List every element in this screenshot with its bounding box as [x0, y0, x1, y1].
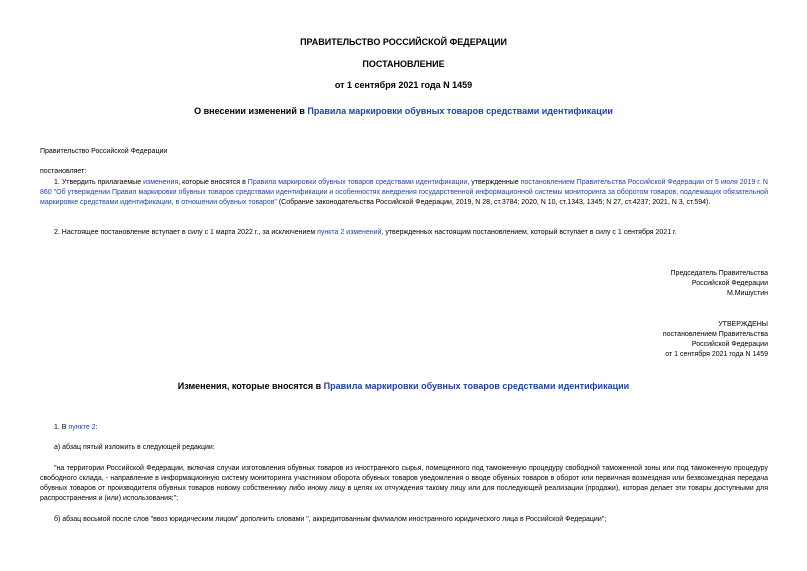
item1-point-2-link[interactable]: пункте 2 — [68, 424, 96, 431]
p1-rules-link[interactable]: Правила маркировки обувных товаров средствами идентификации — [247, 179, 468, 186]
paragraph-1 — [40, 178, 768, 208]
decree-line: постановляет: — [40, 168, 87, 175]
signature-name: М.Мишустин — [726, 290, 768, 297]
title-rules-link[interactable]: Правила маркировки обувных товаров средствами идентификации — [307, 106, 613, 116]
approval-block — [663, 320, 768, 360]
government-heading: ПРАВИТЕЛЬСТВО РОССИЙСКОЙ ФЕДЕРАЦИИ — [300, 37, 507, 47]
p1-decree-860-link[interactable]: постановлением Правительства Российской Федерации от 5 июля 2019 г. N 860 "Об утверждении Правил маркировки обувных товаров средствами идентификации и особенностях внедрения государственной информационной системы мониторинга за оборотом товаров, подлежащих обязательной маркировке средствами идентификации, в отношении обувных товаров" — [40, 179, 768, 206]
title-prefix: О внесении изменений в — [194, 106, 308, 116]
approval-date: от 1 сентября 2021 года N 1459 — [665, 351, 768, 358]
p1-text-d: (Собрание законодательства Российской Федерации, 2019, N 28, ст.3784; 2020, N 10, ст.1343, 1345; N 27, ст.4237; 2021, N 3, ст.594). — [276, 199, 711, 206]
p1-text-a: 1. Утвердить прилагаемые — [54, 179, 144, 186]
p2-text-a: 2. Настоящее постановление вступает в силу с 1 марта 2022 г., за исключением — [54, 229, 318, 236]
p1-text-c: , утвержденные — [467, 179, 521, 186]
change-subitem-b: б) абзац восьмой после слов "ввоз юридическим лицом" дополнить словами ", аккредитованным филиалом иностранного юридического лица в Российской Федерации"; — [54, 516, 607, 523]
changes-title-rules-link[interactable]: Правила маркировки обувных товаров средствами идентификации — [323, 381, 630, 391]
item1-suffix: : — [95, 424, 98, 431]
p2-text-b: , утвержденных настоящим постановлением, который вступает в силу с 1 сентября 2021 г. — [381, 229, 677, 236]
change-quote: "на территории Российской Федерации, включая случаи изготовления обувных товаров из иностранного сырья, помещенного под таможенную процедуру свободной таможенной зоны или под таможенную процедуру свободного склада, - направление в информационную систему мониторинга участником оборота обувных товаров уведомления о вводе обувных товаров в оборот или первичная возмездная или безвозмездная передача обувных товаров от производителя обувных товаров новому собственнику либо иному лицу в целях их отчуждения такому лицу или для последующей реализации (продажи), которая делает эти товары доступными для распространения и (или) использования;"; — [40, 465, 768, 502]
document-type: ПОСТАНОВЛЕНИЕ — [362, 59, 445, 69]
approval-heading: УТВЕРЖДЕНЫ — [718, 321, 768, 328]
signature-block — [671, 269, 768, 299]
government-line: Правительство Российской Федерации — [40, 148, 168, 155]
p1-changes-link[interactable]: изменения — [143, 179, 179, 186]
item1-prefix: 1. В — [54, 424, 69, 431]
approval-country: Российской Федерации — [691, 341, 768, 348]
document-title — [0, 106, 807, 116]
signature-country: Российской Федерации — [691, 280, 768, 287]
approval-by: постановлением Правительства — [662, 331, 768, 338]
changes-title-prefix: Изменения, которые вносятся в — [177, 381, 324, 391]
p2-item-2-link[interactable]: пункта 2 изменений — [317, 229, 382, 236]
document-date: от 1 сентября 2021 года N 1459 — [334, 80, 473, 90]
change-item-1 — [40, 423, 768, 433]
p1-text-b: , которые вносятся в — [178, 179, 248, 186]
change-subitem-a: а) абзац пятый изложить в следующей редакции: — [54, 444, 215, 451]
paragraph-2 — [40, 228, 768, 238]
signature-position: Председатель Правительства — [670, 270, 768, 277]
changes-title — [0, 381, 807, 391]
